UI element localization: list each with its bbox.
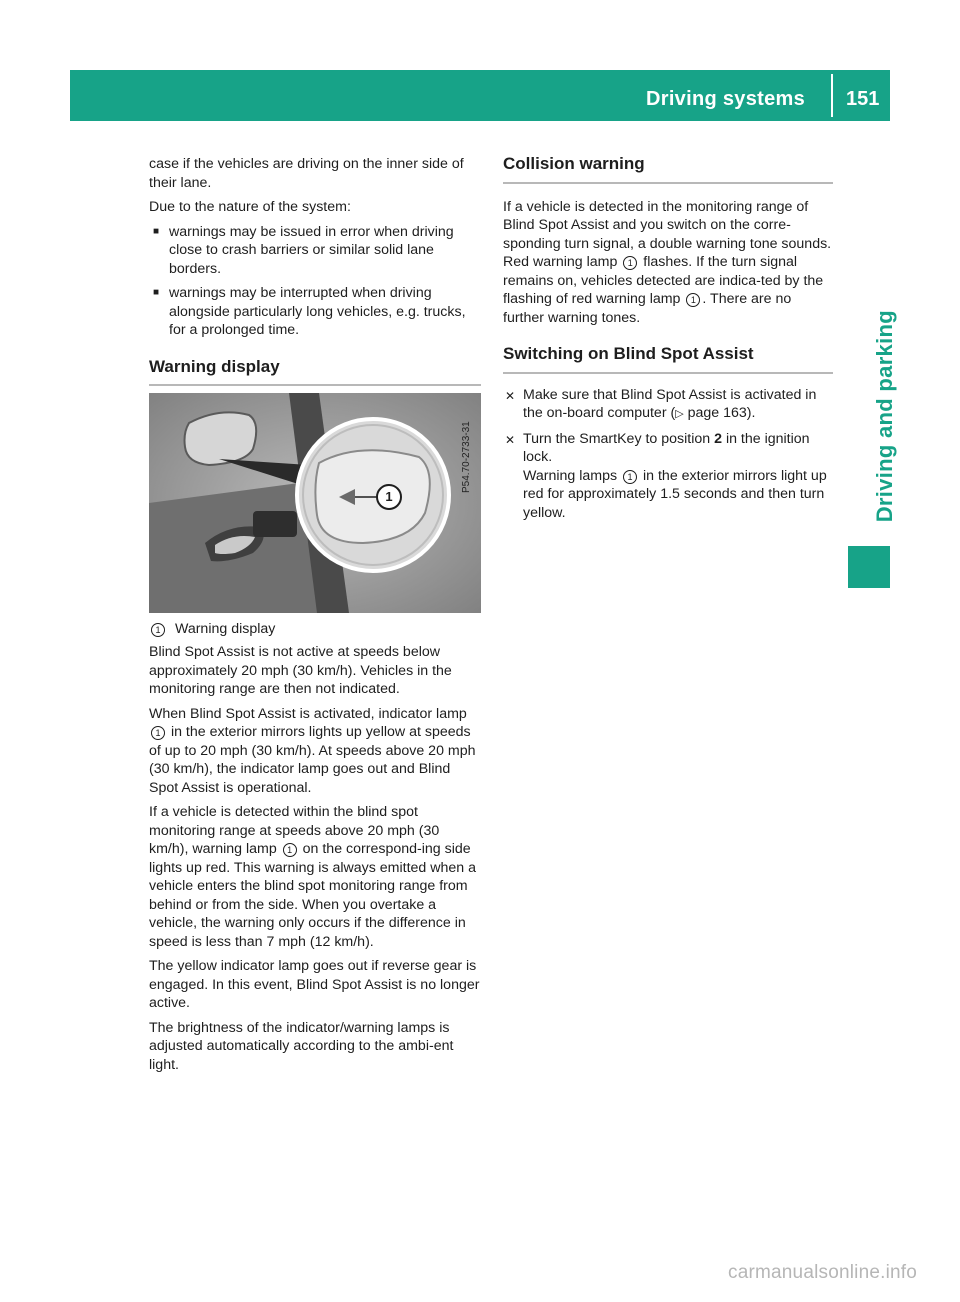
side-tab-label: Driving and parking [872, 310, 897, 523]
left-column-bottom [149, 621, 481, 1080]
para-collision: If a vehicle is detected in the monitoring range of Blind Spot Assist and you switch on the corre-sponding turn signal, a double warning tone sounds. Red warning lamp 1 flashes. If the turn signal remains on, vehicles detected are indica-ted by the flashing of red warning lamp 1 . There are no further warning tones. [503, 198, 832, 326]
bullet-item [149, 223, 481, 279]
section-title: Driving systems [646, 88, 806, 110]
callout-1-icon: 1 [151, 726, 165, 740]
page-ref-link[interactable]: page 163). [683, 405, 756, 421]
step-arrow-icon: ✕ [505, 432, 516, 447]
nature-label: Due to the nature of the system: [149, 199, 351, 215]
header-divider [831, 74, 833, 117]
figure-code: P54.70-2733-31 [461, 421, 472, 493]
step-item: ✕ Make sure that Blind Spot Assist is activated in the on-board computer (▷ page 163). [505, 386, 817, 421]
bullet-icon: ■ [153, 287, 160, 298]
page-ref-icon[interactable]: ▷ [675, 408, 684, 420]
page-number: 151 [846, 88, 880, 110]
para-brightness: The brightness of the indicator/warning lamps is adjusted automatically according to the ambi-ent light. [149, 1019, 454, 1073]
intro-text: case if the vehicles are driving on the inner side of their lane. [149, 156, 464, 191]
mirror-illustration [149, 393, 481, 613]
watermark: carmanualsonline.info [728, 1262, 918, 1283]
bullet-text: warnings may be issued in error when driving close to crash barriers or similar solid lane borders. [169, 223, 454, 277]
callout-1-icon: 1 [151, 623, 165, 637]
para-detected: If a vehicle is detected within the blind spot monitoring range at speeds above 20 mph (30 km/h), warning lamp 1 on the correspond-ing side lights up red. This warning is always emitted when a vehicle enters the blind spot monitoring range from behind or from the side. When you overtake a vehicle, the warning only occurs if the difference in speed is less than 7 mph (12 km/h). [149, 804, 476, 950]
figure-caption: 1 Warning display [149, 621, 481, 637]
step-item: ✕ Turn the SmartKey to position 2 in the ignition lock. Warning lamps 1 in the exterior mirrors light up red for approximately 1.5 seconds and then turn yellow. [505, 430, 827, 521]
warning-display-figure [149, 393, 481, 613]
side-tab-block [848, 546, 890, 588]
callout-1-icon: 1 [283, 843, 297, 857]
step-arrow-icon: ✕ [505, 388, 516, 403]
bullet-text: warnings may be interrupted when driving alongside particularly long vehicles, e.g. trucks, for a prolonged time. [169, 285, 466, 338]
figure-callout-number: 1 [385, 489, 393, 504]
callout-1-icon: 1 [623, 256, 637, 270]
heading-collision-warning: Collision warning [503, 155, 833, 184]
callout-1-icon: 1 [623, 470, 637, 484]
heading-switching-on: Switching on Blind Spot Assist [503, 345, 833, 374]
right-column [503, 155, 833, 528]
heading-warning-display: Warning display [149, 358, 481, 387]
bullet-icon: ■ [153, 225, 160, 237]
left-column-top [149, 155, 481, 386]
para-reverse: The yellow indicator lamp goes out if reverse gear is engaged. In this event, Blind Spot Assist is no longer active. [149, 958, 480, 1011]
callout-1-icon: 1 [686, 293, 700, 307]
bullet-item [149, 284, 481, 340]
para-not-active: Blind Spot Assist is not active at speeds below approximately 20 mph (30 km/h). Vehicles in the monitoring range are then not indicated. [149, 644, 452, 697]
para-activated: When Blind Spot Assist is activated, indicator lamp 1 in the exterior mirrors lights up yellow at speeds of up to 20 mph (30 km/h). At speeds above 20 mph (30 km/h), the indicator lamp goes out and Blind Spot Assist is operational. [149, 705, 476, 796]
